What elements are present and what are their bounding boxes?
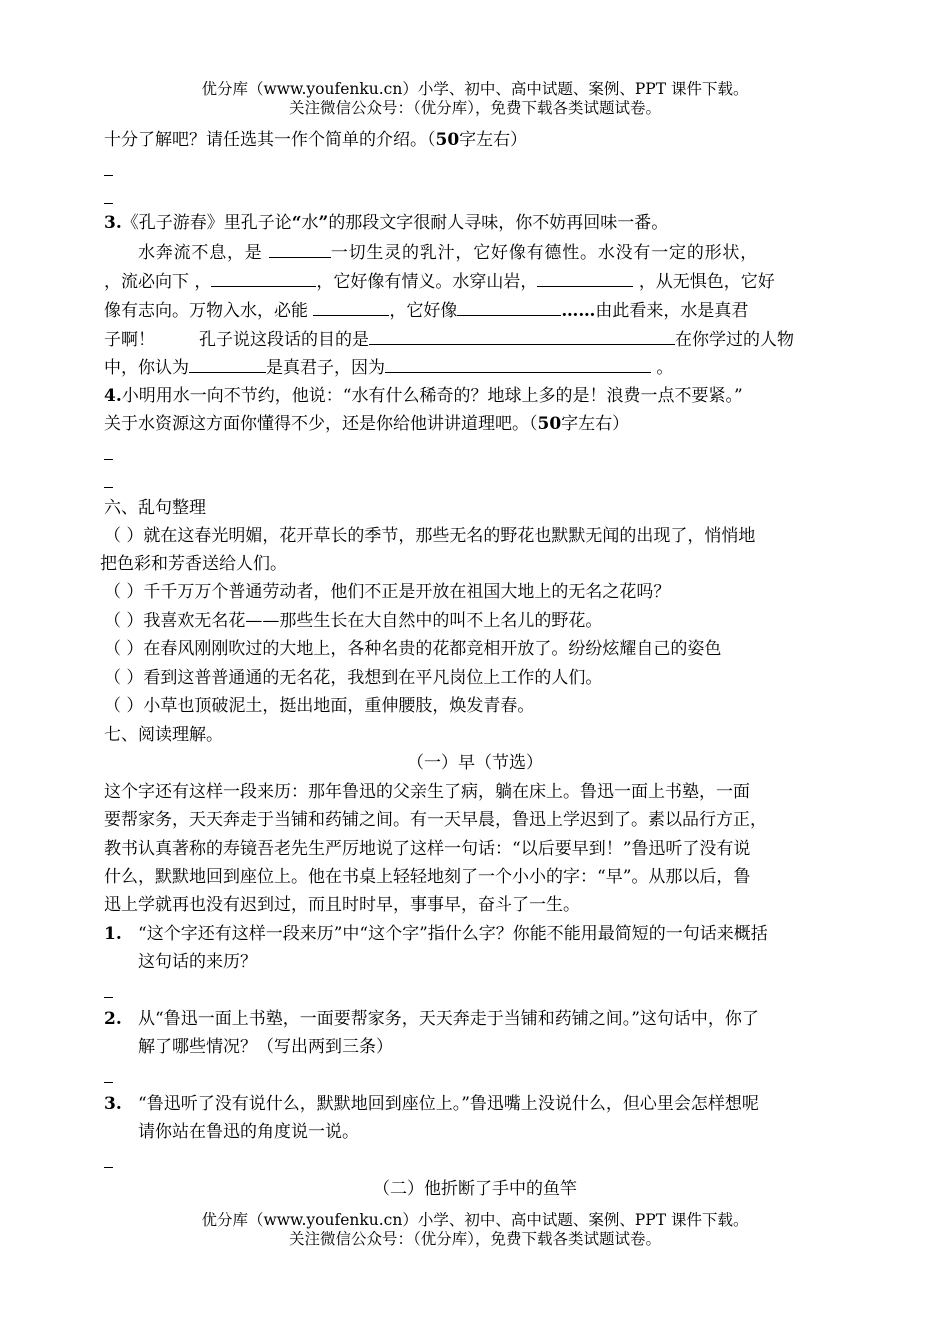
s7-q2-line1: 从“鲁迅一面上书塾，一面要帮家务，天天奔走于当铺和药铺之间。”这句话中，你了 [138,1009,759,1029]
s7-sub1: （一）早（节选） [407,753,543,773]
s7-passage-line: 迅上学就再也没有迟到过，而且时时早，事事早，奋斗了一生。 [104,895,580,915]
answer-line [104,997,113,998]
answer-line [104,459,113,460]
s5-p4 [104,327,794,352]
answer-line [104,1167,113,1168]
blank-input[interactable] [189,355,266,373]
s5-q4-line2-text: 关于水资源这方面你懂得不少，还是你给他讲讲道理吧。（ [104,414,538,434]
s5-p5a: 中，你认为 [104,358,189,378]
s7-q2-num: 2. [104,1009,122,1029]
s5-p4b: 孔子说这段话的目的是 [199,330,369,350]
s5-p2 [104,269,775,294]
s5-p1 [138,240,758,265]
s5-q3-text: 《孔子游春》里孔子论 [121,213,292,233]
s5-q3-w: 水 [301,213,319,233]
blank-input[interactable] [269,240,331,258]
s5-q4 [104,384,743,408]
s5-p5 [104,355,673,380]
s5-intro-num: 50 [435,130,460,150]
s5-p5b: 是真君子，因为 [266,358,385,378]
s5-q3-q1: “ [291,213,302,233]
s7-title: 七、阅读理解。 [104,725,223,745]
blank-input[interactable] [369,327,675,345]
answer-line [104,487,113,488]
s5-intro-text: 十分了解吧？请任选其一作个简单的介绍。（ [104,130,436,150]
s5-q4-text: 小明用水一向不节约，他说：“水有什么稀奇的？地球上多的是！浪费一点不要紧。” [121,386,743,406]
s7-passage-line: 这个字还有这样一段来历：那年鲁迅的父亲生了病，躺在床上。鲁迅一面上书塾，一面 [104,782,750,802]
answer-line [104,203,113,204]
header-line-1: 优分库（www.youfenku.cn）小学、初中、高中试题、案例、PPT 课件下载。 [201,80,749,98]
s5-p3b: ，它好像 [389,301,458,321]
s7-passage-line: 教书认真著称的寿镜吾老先生严厉地说了这样一句话：“以后要早到！”鲁迅听了没有说 [104,839,751,859]
s6-item: （ ）小草也顶破泥土，挺出地面，重伸腰肢，焕发青春。 [104,696,535,716]
footer-line-2: 关注微信公众号：（优分库），免费下载各类试题试卷。 [288,1230,661,1248]
s7-q3-line2: 请你站在鲁迅的角度说一说。 [138,1122,359,1142]
s6-item: （ ）千千万万个普通劳动者，他们不正是开放在祖国大地上的无名之花吗？ [104,582,671,602]
answer-line [104,175,113,176]
s5-q4-num2: 50 [537,414,562,434]
s5-q4-end: 字左右） [561,414,630,434]
s7-q1-num: 1. [104,924,122,944]
blank-input[interactable] [537,269,633,287]
s5-q4-line2 [104,412,629,436]
s5-q3-rest: 的那段文字很耐人寻味，你不妨再回味一番。 [328,213,669,233]
s6-item: （ ）就在这春光明媚，花开草长的季节，那些无名的野花也默默无闻的出现了，悄悄地 [104,526,756,546]
s5-intro-end: 字左右） [459,130,528,150]
s5-p1a: 水奔流不息，是 [138,243,263,263]
s5-p4c: 在你学过的人物 [675,330,794,350]
s6-item: （ ）看到这普普通通的无名花，我想到在平凡岗位上工作的人们。 [104,668,603,688]
s5-p3a: 像有志向。万物入水，必能 [104,301,308,321]
blank-input[interactable] [313,298,389,316]
s5-q4-num: 4. [104,386,122,406]
s6-item: （ ）我喜欢无名花——那些生长在大自然中的叫不上名儿的野花。 [104,611,603,631]
s5-p1b: 一切生灵的乳汁，它好像有德性。水没有一定的形状， [330,243,759,263]
header-line-2: 关注微信公众号：（优分库），免费下载各类试题试卷。 [288,99,661,117]
s7-q1-line2: 这句话的来历？ [138,952,257,972]
footer-line-1: 优分库（www.youfenku.cn）小学、初中、高中试题、案例、PPT 课件下载。 [201,1211,749,1229]
s5-p3 [104,298,748,323]
s7-sub2: （二）他折断了手中的鱼竿 [373,1179,577,1199]
s5-q3-q2: ” [318,213,329,233]
s5-p2c: ，它好像有情义。水穿山岩， [316,272,538,292]
blank-input[interactable] [385,355,651,373]
blank-input[interactable] [211,269,316,287]
s5-p2b: ， [194,272,212,292]
s7-q3-line1: “鲁迅听了没有说什么，默默地回到座位上。”鲁迅嘴上没说什么，但心里会怎样想呢 [138,1094,759,1114]
s5-q3-num: 3. [104,213,122,233]
s5-p3c: …… [561,301,596,321]
s6-title: 六、乱句整理 [104,498,206,518]
s7-passage-line: 要帮家务，天天奔走于当铺和药铺之间。有一天早晨，鲁迅上学迟到了。素以品行方正， [104,810,767,830]
blank-input[interactable] [457,298,561,316]
s5-p5c: 。 [656,358,674,378]
s5-q3 [104,211,668,235]
s7-passage-line: 什么，默默地回到座位上。他在书桌上轻轻地刻了一个小小的字：“早”。从那以后，鲁 [104,867,751,887]
s5-p3d: 由此看来，水是真君 [595,301,749,321]
s5-p2a: ，流必向下 [104,272,189,292]
s7-q2-line2: 解了哪些情况？（写出两到三条） [138,1037,393,1057]
s6-item: 把色彩和芳香送给人们。 [100,554,287,574]
s5-intro [104,128,527,152]
s5-p4a: 子啊！ [104,330,155,350]
s7-q1-line1: “这个字还有这样一段来历”中“这个字”指什么字？你能不能用最简短的一句话来概括 [138,924,768,944]
s6-item: （ ）在春风刚刚吹过的大地上，各种名贵的花都竞相开放了。纷纷炫耀自己的姿色 [104,639,722,659]
s5-p2d: ，从无惧色，它好 [638,272,775,292]
answer-line [104,1082,113,1083]
s7-q3-num: 3. [104,1094,122,1114]
